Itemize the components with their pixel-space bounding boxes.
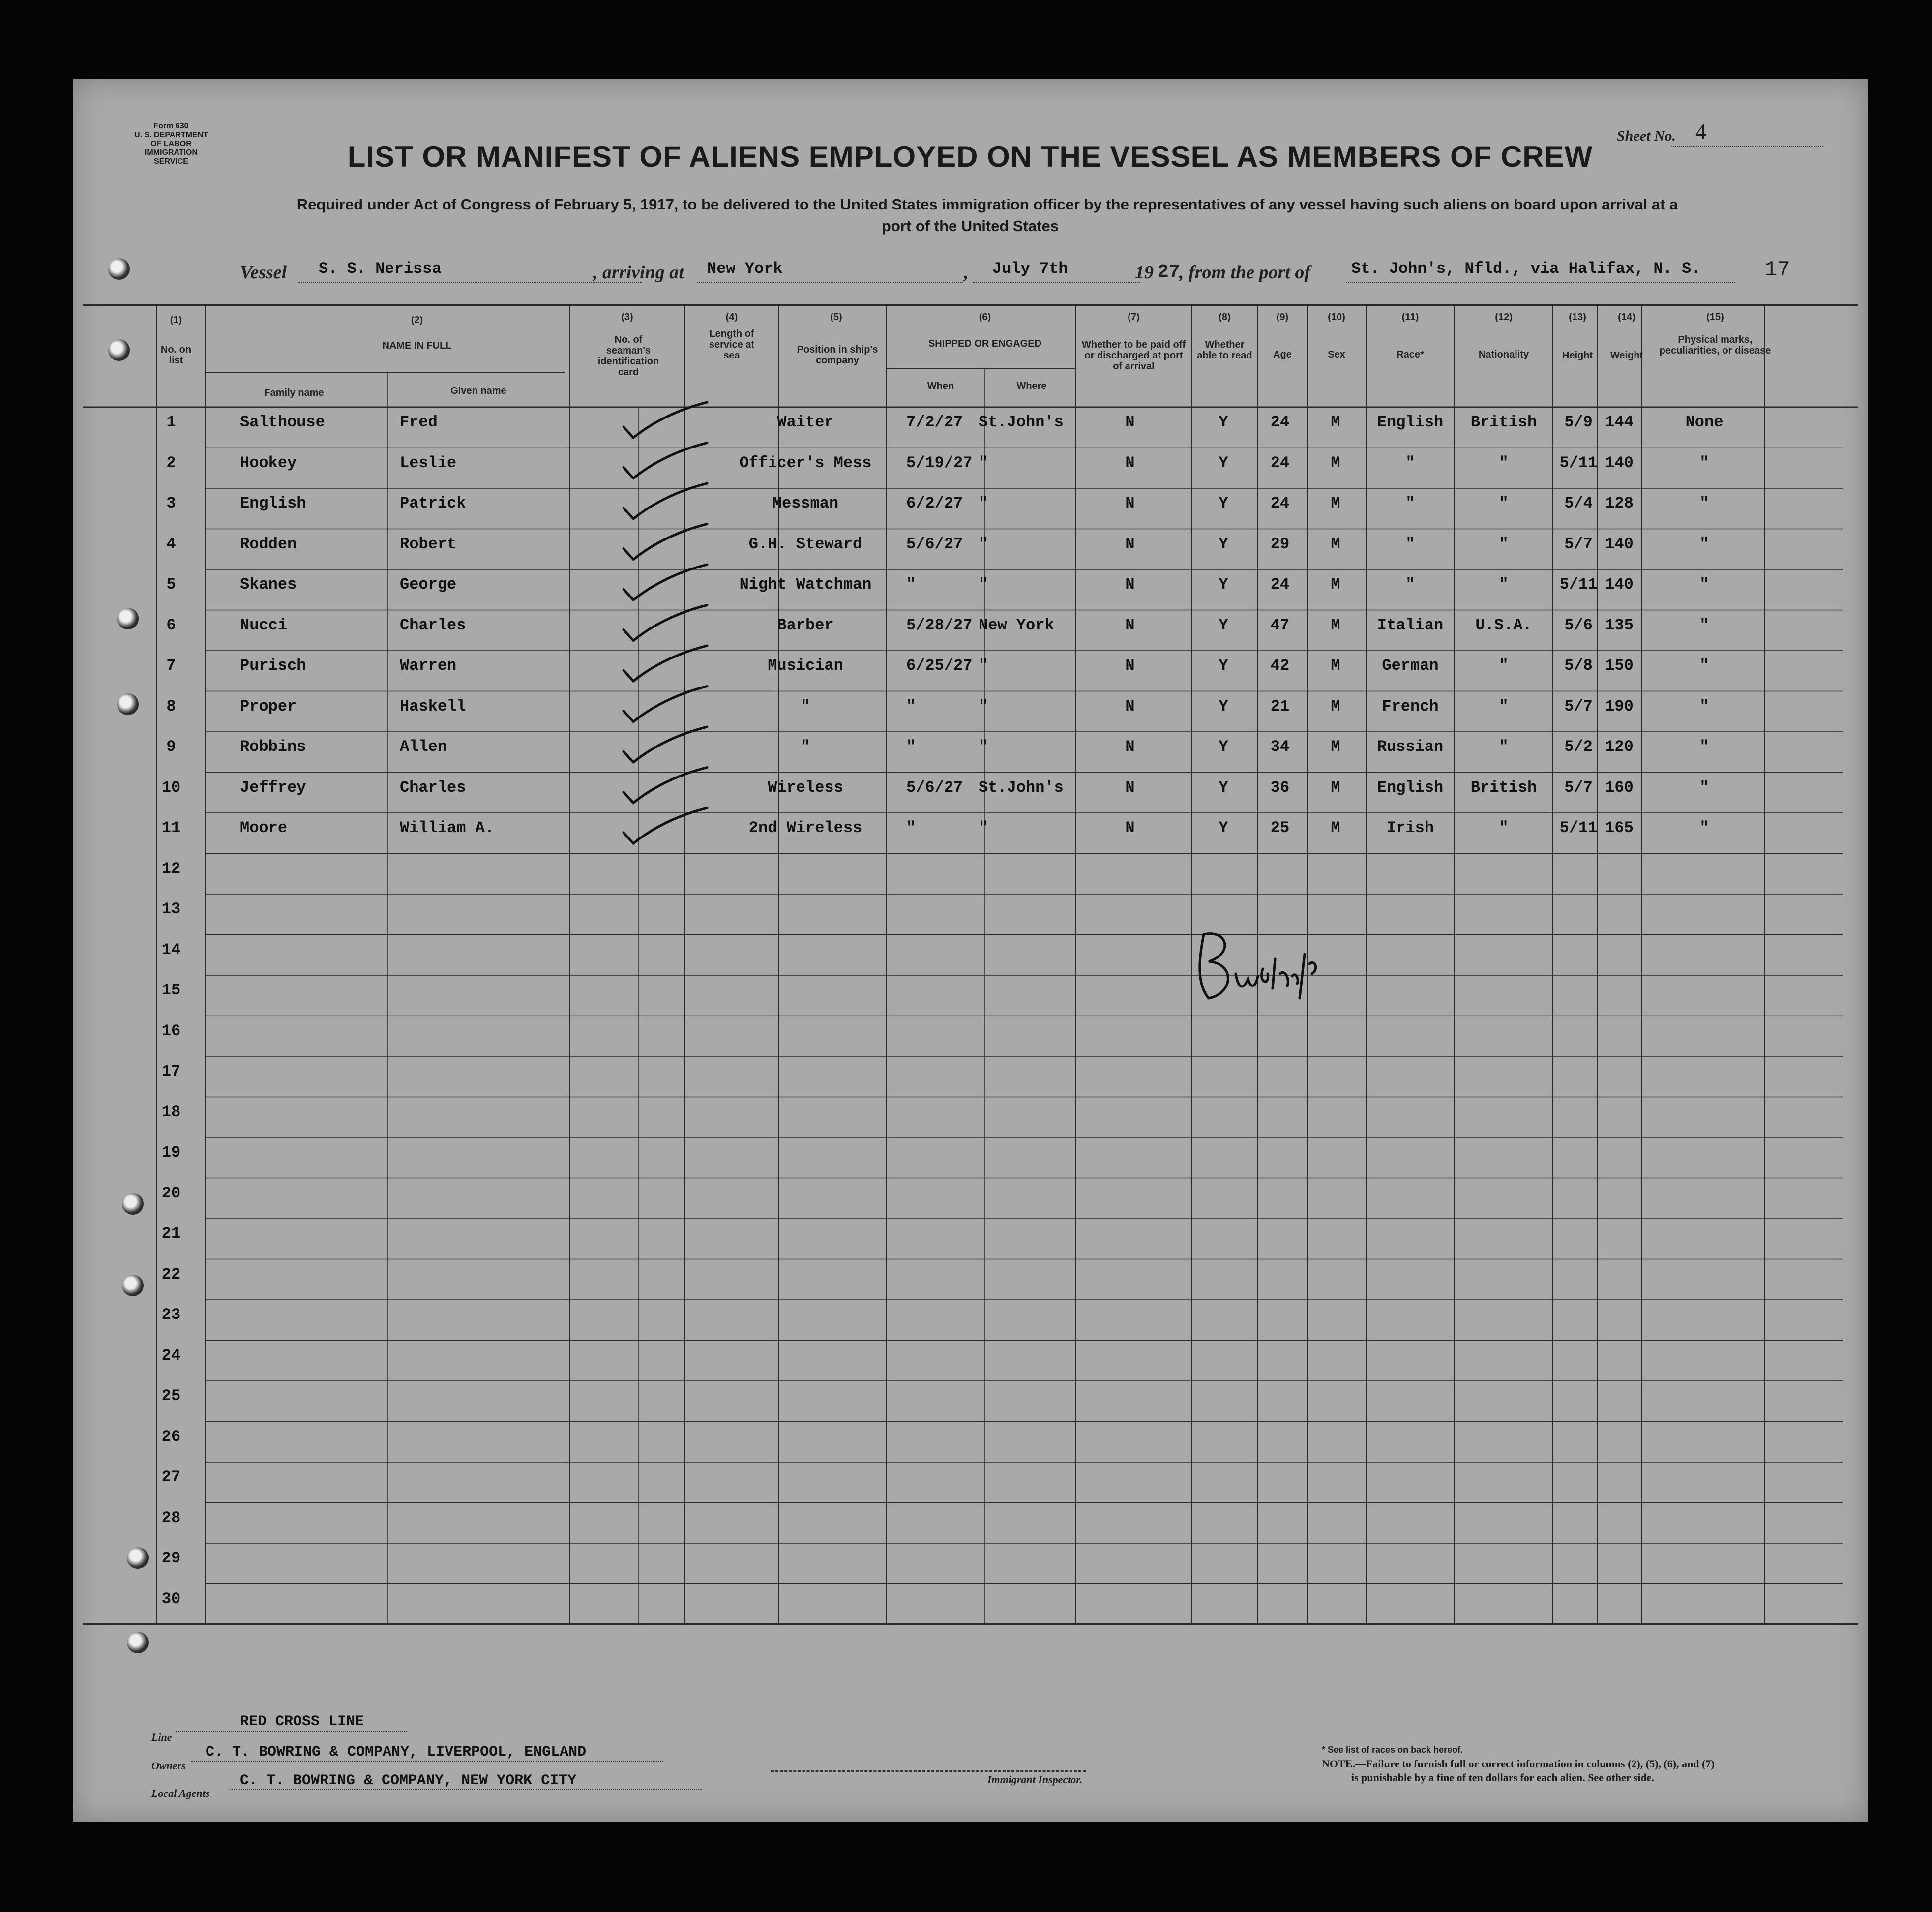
cell-sex: M <box>1331 494 1340 512</box>
cell-weight: 160 <box>1605 778 1634 797</box>
row-number: 28 <box>161 1508 181 1527</box>
row-number: 30 <box>161 1589 181 1608</box>
arrival-date: July 7th <box>992 260 1068 278</box>
cell-sex: M <box>1331 413 1340 431</box>
row-number: 20 <box>161 1184 181 1202</box>
cell-when: 6/2/27 <box>906 494 963 512</box>
cell-no: 2 <box>166 453 176 472</box>
col2b-header: Given name <box>450 386 506 396</box>
cell-marks: " <box>1699 494 1709 512</box>
from-port: St. John's, Nfld., via Halifax, N. S. <box>1351 260 1701 278</box>
cell-given: George <box>400 575 457 594</box>
cell-when: " <box>906 819 916 837</box>
inspector-signature <box>1189 915 1346 1013</box>
cell-sex: M <box>1331 778 1340 797</box>
cell-nationality: U.S.A. <box>1475 616 1532 634</box>
cell-family: Robbins <box>240 738 306 756</box>
cell-position: Barber <box>777 616 834 634</box>
col8-header: Whether able to read <box>1197 339 1252 361</box>
cell-paid: N <box>1125 453 1135 472</box>
row-number: 29 <box>161 1549 181 1567</box>
note-races: * See list of races on back hereof. <box>1322 1745 1463 1755</box>
cell-where: " <box>979 535 988 553</box>
cell-family: English <box>240 494 306 512</box>
cell-where: " <box>979 657 988 675</box>
cell-paid: N <box>1125 657 1135 675</box>
row-number: 14 <box>161 940 181 959</box>
cell-family: Proper <box>240 697 297 716</box>
col12-header: Nationality <box>1478 349 1529 360</box>
cell-age: 47 <box>1270 616 1290 634</box>
cell-height: 5/9 <box>1564 413 1593 431</box>
page-number: 17 <box>1764 258 1790 282</box>
cell-where: " <box>979 738 988 756</box>
cell-no: 6 <box>166 616 176 634</box>
cell-family: Hookey <box>240 453 297 472</box>
cell-sex: M <box>1331 535 1340 553</box>
row-number: 12 <box>161 859 181 878</box>
cell-when: 7/2/27 <box>906 413 963 431</box>
row-number: 16 <box>161 1021 181 1040</box>
cell-weight: 144 <box>1605 413 1634 431</box>
subtitle-line2: port of the United States <box>882 217 1059 235</box>
cell-family: Purisch <box>240 657 306 675</box>
col7-header: Whether to be paid off or discharged at port of arrival <box>1081 339 1186 372</box>
page-title: LIST OR MANIFEST OF ALIENS EMPLOYED ON THE VESSEL AS MEMBERS OF CREW <box>347 140 1593 173</box>
cell-paid: N <box>1125 575 1135 594</box>
agents-underline <box>230 1789 702 1790</box>
cell-when: " <box>906 697 916 716</box>
cell-position: Musician <box>768 657 843 675</box>
cell-marks: " <box>1699 738 1709 756</box>
cell-age: 21 <box>1270 697 1290 716</box>
col7-number: (7) <box>1128 312 1140 323</box>
inspector-line <box>771 1770 1086 1772</box>
col6b-header: Where <box>1016 381 1047 391</box>
cell-marks: " <box>1699 453 1709 472</box>
cell-given: Charles <box>400 616 466 634</box>
col9-header: Age <box>1273 349 1292 360</box>
cell-paid: N <box>1125 616 1135 634</box>
cell-family: Skanes <box>240 575 297 594</box>
cell-where: " <box>979 575 988 594</box>
cell-sex: M <box>1331 738 1340 756</box>
cell-where: New York <box>979 616 1054 634</box>
cell-weight: 165 <box>1605 819 1634 837</box>
cell-marks: " <box>1699 778 1709 797</box>
cell-family: Rodden <box>240 535 297 553</box>
note-line2: is punishable by a fine of ten dollars for each alien. See other side. <box>1351 1771 1654 1784</box>
col12-number: (12) <box>1495 312 1513 323</box>
cell-read: Y <box>1219 575 1228 594</box>
inspector-label: Immigrant Inspector. <box>987 1773 1083 1786</box>
cell-when: 5/28/27 <box>906 616 973 634</box>
row-number: 26 <box>161 1427 181 1446</box>
comma-separator: , <box>964 262 969 283</box>
cell-given: Warren <box>400 657 457 675</box>
line-underline <box>176 1731 407 1732</box>
cell-marks: None <box>1685 413 1724 431</box>
cell-read: Y <box>1219 453 1228 472</box>
cell-race: English <box>1377 778 1444 797</box>
cell-nationality: " <box>1499 657 1509 675</box>
cell-position: Waiter <box>777 413 834 431</box>
row-number: 19 <box>161 1143 181 1162</box>
col15-header: Physical marks, peculiarities, or disease <box>1659 334 1771 356</box>
cell-given: Patrick <box>400 494 466 512</box>
cell-weight: 135 <box>1605 616 1634 634</box>
col13-number: (13) <box>1569 312 1586 323</box>
cell-marks: " <box>1699 697 1709 716</box>
cell-read: Y <box>1219 819 1228 837</box>
cell-nationality: " <box>1499 494 1509 512</box>
cell-race: French <box>1382 697 1439 716</box>
cell-family: Moore <box>240 819 288 837</box>
cell-sex: M <box>1331 616 1340 634</box>
cell-position: Wireless <box>768 778 843 797</box>
cell-age: 29 <box>1270 535 1290 553</box>
cell-where: " <box>979 697 988 716</box>
cell-no: 5 <box>166 575 176 594</box>
col14-header: Weight <box>1610 350 1643 361</box>
cell-weight: 150 <box>1605 657 1634 675</box>
cell-nationality: " <box>1499 697 1509 716</box>
cell-height: 5/11 <box>1559 453 1598 472</box>
cell-sex: M <box>1331 697 1340 716</box>
cell-height: 5/4 <box>1564 494 1593 512</box>
cell-when: 5/6/27 <box>906 535 963 553</box>
cell-nationality: " <box>1499 738 1509 756</box>
cell-when: " <box>906 738 916 756</box>
col6-header: SHIPPED OR ENGAGED <box>928 338 1042 349</box>
cell-nationality: " <box>1499 575 1509 594</box>
col6a-header: When <box>927 381 954 391</box>
cell-age: 24 <box>1270 494 1290 512</box>
col14-number: (14) <box>1618 312 1635 323</box>
owners-underline <box>191 1761 663 1762</box>
cell-given: Haskell <box>400 697 466 716</box>
cell-height: 5/11 <box>1559 575 1598 594</box>
cell-weight: 120 <box>1605 738 1634 756</box>
agents-label: Local Agents <box>151 1787 210 1799</box>
punch-hole <box>117 693 139 715</box>
cell-height: 5/11 <box>1559 819 1598 837</box>
year-value: 27 <box>1158 262 1180 283</box>
col4-header: Length of service at sea <box>709 329 755 361</box>
cell-read: Y <box>1219 494 1228 512</box>
row-number: 25 <box>161 1387 181 1405</box>
punch-hole <box>127 1632 149 1653</box>
owners-label: Owners <box>151 1760 186 1772</box>
col8-number: (8) <box>1219 312 1231 323</box>
col2-number: (2) <box>411 315 423 326</box>
row-number: 15 <box>161 981 181 999</box>
row-number: 21 <box>161 1225 181 1243</box>
cell-race: Russian <box>1377 738 1444 756</box>
cell-race: Italian <box>1377 616 1444 634</box>
line-value: RED CROSS LINE <box>240 1713 364 1730</box>
arriving-port: New York <box>707 260 783 278</box>
cell-nationality: " <box>1499 453 1509 472</box>
from-underline <box>1346 282 1735 283</box>
arriving-underline <box>697 282 963 283</box>
cell-race: " <box>1405 453 1415 472</box>
row-number: 13 <box>161 900 181 918</box>
cell-when: 5/6/27 <box>906 778 963 797</box>
cell-height: 5/8 <box>1564 657 1593 675</box>
cell-given: Allen <box>400 738 447 756</box>
col2-header: NAME IN FULL <box>382 340 452 351</box>
col1-header: No. on list <box>160 344 192 366</box>
cell-no: 7 <box>166 657 176 675</box>
cell-where: " <box>979 494 988 512</box>
cell-position: Night Watchman <box>739 575 872 594</box>
cell-weight: 140 <box>1605 453 1634 472</box>
vessel-underline <box>298 282 642 283</box>
cell-nationality: " <box>1499 535 1509 553</box>
col9-number: (9) <box>1276 312 1289 323</box>
cell-paid: N <box>1125 819 1135 837</box>
cell-race: " <box>1405 494 1415 512</box>
cell-position: " <box>801 738 810 756</box>
col6-number: (6) <box>979 312 991 323</box>
cell-no: 8 <box>166 697 176 716</box>
cell-marks: " <box>1699 616 1709 634</box>
manifest-sheet <box>73 79 1868 1822</box>
cell-family: Salthouse <box>240 413 325 431</box>
service-text: IMMIGRATION SERVICE <box>144 149 198 166</box>
cell-marks: " <box>1699 535 1709 553</box>
cell-paid: N <box>1125 738 1135 756</box>
row-number: 27 <box>161 1468 181 1486</box>
row-number: 17 <box>161 1062 181 1080</box>
punch-hole <box>108 339 130 361</box>
col11-number: (11) <box>1401 312 1419 323</box>
cell-position: G.H. Steward <box>748 535 862 553</box>
punch-hole <box>117 608 139 629</box>
cell-height: 5/6 <box>1564 616 1593 634</box>
cell-read: Y <box>1219 738 1228 756</box>
cell-sex: M <box>1331 453 1340 472</box>
cell-read: Y <box>1219 697 1228 716</box>
cell-age: 42 <box>1270 657 1290 675</box>
cell-nationality: British <box>1470 778 1537 797</box>
cell-height: 5/7 <box>1564 535 1593 553</box>
cell-sex: M <box>1331 575 1340 594</box>
punch-hole <box>122 1275 144 1296</box>
cell-nationality: British <box>1470 413 1537 431</box>
cell-weight: 128 <box>1605 494 1634 512</box>
cell-height: 5/2 <box>1564 738 1593 756</box>
cell-family: Nucci <box>240 616 288 634</box>
cell-race: " <box>1405 575 1415 594</box>
date-underline <box>973 282 1140 283</box>
line-label: Line <box>151 1731 172 1743</box>
agents-value: C. T. BOWRING & COMPANY, NEW YORK CITY <box>240 1772 577 1789</box>
cell-where: " <box>979 453 988 472</box>
cell-no: 11 <box>161 819 181 837</box>
cell-paid: N <box>1125 697 1135 716</box>
cell-sex: M <box>1331 657 1340 675</box>
cell-read: Y <box>1219 535 1228 553</box>
cell-read: Y <box>1219 657 1228 675</box>
from-label: , from the port of <box>1179 262 1311 283</box>
cell-read: Y <box>1219 616 1228 634</box>
subtitle-line1: Required under Act of Congress of February 5, 1917, to be delivered to the United States immigration officer by the representatives of any vessel having such aliens on board upon arrival at a <box>297 196 1678 213</box>
cell-position: Messman <box>772 494 839 512</box>
row-number: 24 <box>161 1346 181 1365</box>
cell-where: St.John's <box>979 413 1064 431</box>
cell-read: Y <box>1219 413 1228 431</box>
cell-paid: N <box>1125 413 1135 431</box>
cell-nationality: " <box>1499 819 1509 837</box>
cell-given: Robert <box>400 535 457 553</box>
col3-number: (3) <box>621 312 633 323</box>
col2a-header: Family name <box>264 388 324 398</box>
col11-header: Race* <box>1397 349 1424 360</box>
cell-age: 24 <box>1270 453 1290 472</box>
note-line1: NOTE.—Failure to furnish full or correct information in columns (2), (5), (6), and (7) <box>1322 1758 1715 1770</box>
form-no-text: Form 630 <box>153 122 189 130</box>
cell-no: 9 <box>166 738 176 756</box>
cell-position: Officer's Mess <box>739 453 872 472</box>
cell-weight: 140 <box>1605 535 1634 553</box>
cell-race: German <box>1382 657 1439 675</box>
cell-age: 24 <box>1270 575 1290 594</box>
cell-race: " <box>1405 535 1415 553</box>
vessel-name: S. S. Nerissa <box>319 260 442 278</box>
col1-number: (1) <box>170 315 182 326</box>
col15-number: (15) <box>1706 312 1724 323</box>
sheet-no-label: Sheet No. <box>1617 128 1676 144</box>
year-prefix: 19 <box>1135 262 1154 283</box>
vessel-label: Vessel <box>240 262 287 283</box>
cell-age: 24 <box>1270 413 1290 431</box>
punch-hole <box>127 1547 149 1569</box>
cell-no: 10 <box>161 778 181 797</box>
cell-marks: " <box>1699 819 1709 837</box>
row-number: 23 <box>161 1306 181 1324</box>
sheet-no-value: 4 <box>1695 120 1706 144</box>
department-text: U. S. DEPARTMENT OF LABOR <box>134 131 208 148</box>
cell-race: English <box>1377 413 1444 431</box>
cell-weight: 140 <box>1605 575 1634 594</box>
cell-age: 25 <box>1270 819 1290 837</box>
cell-position: " <box>801 697 810 716</box>
cell-height: 5/7 <box>1564 778 1593 797</box>
cell-no: 1 <box>166 413 176 431</box>
row-number: 18 <box>161 1103 181 1121</box>
col3-header: No. of seaman's identification card <box>597 334 659 378</box>
col13-header: Height <box>1562 350 1593 361</box>
cell-marks: " <box>1699 575 1709 594</box>
cell-where: St.John's <box>979 778 1064 797</box>
owners-value: C. T. BOWRING & COMPANY, LIVERPOOL, ENGLAND <box>206 1744 587 1761</box>
cell-no: 4 <box>166 535 176 553</box>
col10-header: Sex <box>1328 349 1345 360</box>
cell-read: Y <box>1219 778 1228 797</box>
cell-no: 3 <box>166 494 176 512</box>
cell-age: 34 <box>1270 738 1290 756</box>
cell-race: Irish <box>1386 819 1434 837</box>
cell-sex: M <box>1331 819 1340 837</box>
cell-family: Jeffrey <box>240 778 306 797</box>
cell-paid: N <box>1125 778 1135 797</box>
cell-age: 36 <box>1270 778 1290 797</box>
cell-where: " <box>979 819 988 837</box>
cell-marks: " <box>1699 657 1709 675</box>
cell-when: 5/19/27 <box>906 453 973 472</box>
row-number: 22 <box>161 1265 181 1284</box>
arriving-label: , arriving at <box>593 262 684 283</box>
cell-paid: N <box>1125 535 1135 553</box>
cell-height: 5/7 <box>1564 697 1593 716</box>
cell-weight: 190 <box>1605 697 1634 716</box>
cell-when: " <box>906 575 916 594</box>
col5-number: (5) <box>830 312 842 323</box>
cell-given: Charles <box>400 778 466 797</box>
cell-when: 6/25/27 <box>906 657 973 675</box>
col10-number: (10) <box>1328 312 1345 323</box>
cell-paid: N <box>1125 494 1135 512</box>
cell-given: Leslie <box>400 453 457 472</box>
cell-given: William A. <box>400 819 495 837</box>
cell-given: Fred <box>400 413 438 431</box>
punch-hole <box>122 1193 144 1215</box>
col5-header: Position in ship's company <box>797 344 878 366</box>
punch-hole <box>108 258 130 280</box>
cell-position: 2nd Wireless <box>748 819 862 837</box>
col4-number: (4) <box>725 312 738 323</box>
